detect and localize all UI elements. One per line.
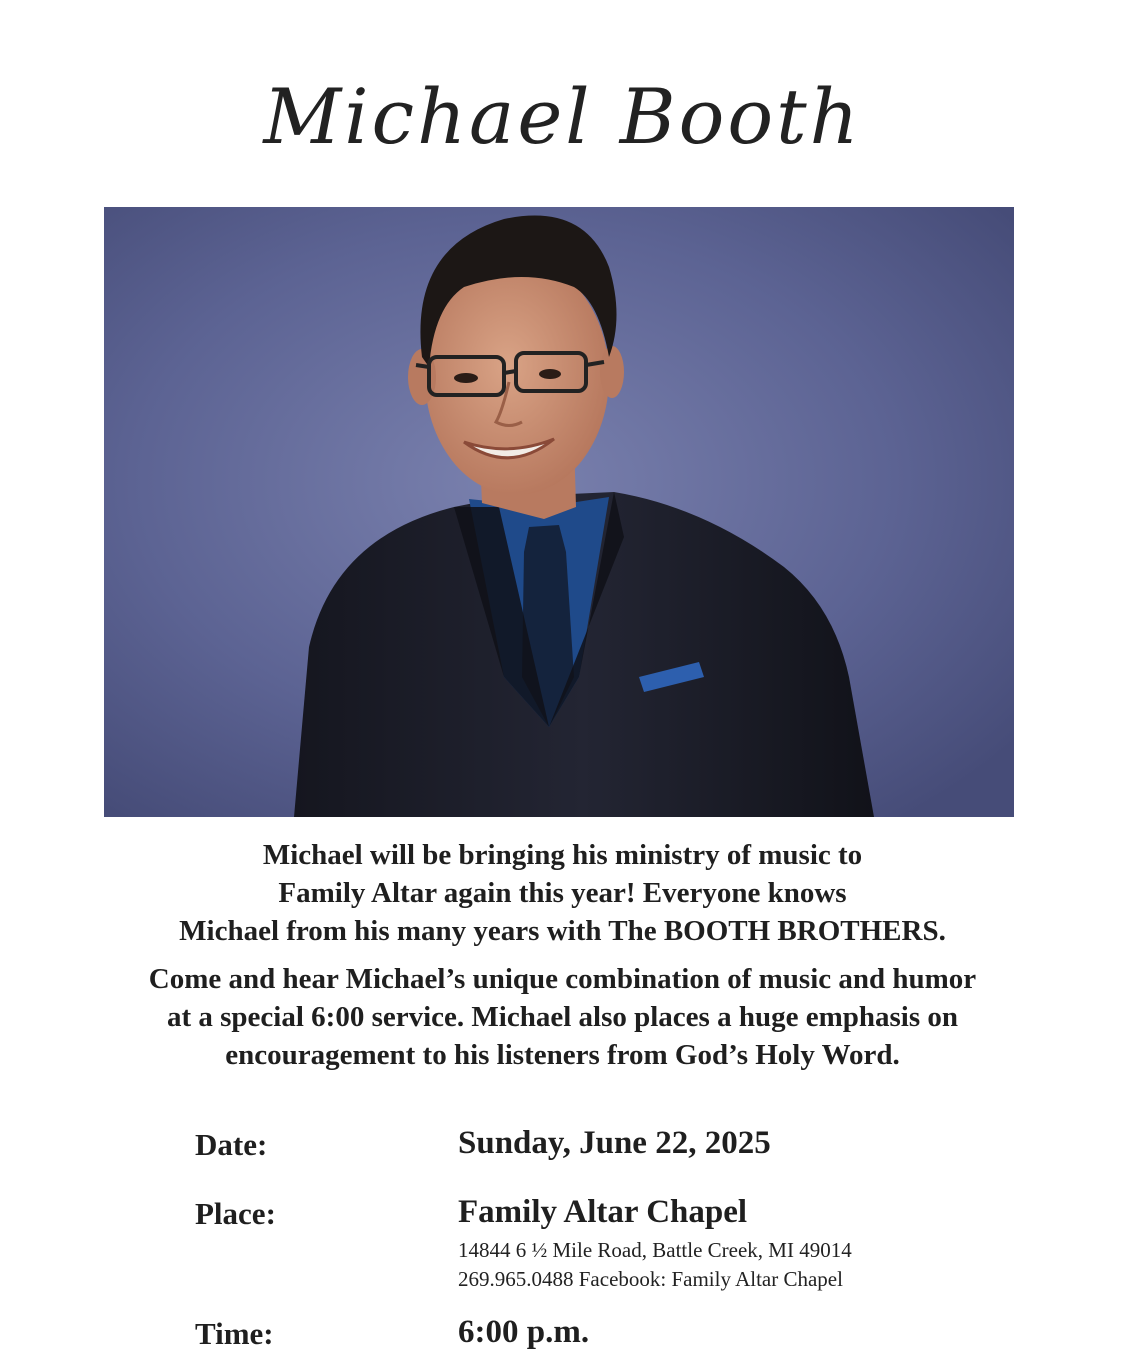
intro-line: Family Altar again this year! Everyone knows bbox=[278, 877, 847, 909]
intro-line: Michael from his many years with The BOOTH BROTHERS. bbox=[179, 915, 946, 947]
place-address: 14844 6 ½ Mile Road, Battle Creek, MI 49014 bbox=[458, 1238, 852, 1262]
date-label: Date: bbox=[195, 1127, 268, 1162]
intro-paragraph bbox=[60, 836, 1065, 950]
time-label: Time: bbox=[195, 1316, 274, 1351]
intro-line: Michael will be bringing his ministry of music to bbox=[262, 839, 863, 871]
place-contact: 269.965.0488 Facebook: Family Altar Chapel bbox=[458, 1267, 843, 1291]
place-label: Place: bbox=[195, 1196, 276, 1231]
portrait-illustration bbox=[104, 207, 1014, 817]
service-paragraph bbox=[60, 960, 1065, 1074]
place-value: Family Altar Chapel bbox=[458, 1194, 748, 1230]
portrait-photo bbox=[104, 207, 1014, 817]
service-line: encouragement to his listeners from God’s Holy Word. bbox=[225, 1039, 900, 1071]
flyer-title: Michael Booth bbox=[263, 72, 862, 161]
date-value: Sunday, June 22, 2025 bbox=[458, 1125, 771, 1161]
eye-right bbox=[539, 369, 561, 379]
time-value: 6:00 p.m. bbox=[458, 1314, 590, 1350]
eye-left bbox=[454, 373, 478, 383]
service-line: Come and hear Michael’s unique combination of music and humor bbox=[148, 963, 977, 995]
service-line: at a special 6:00 service. Michael also places a huge emphasis on bbox=[166, 1001, 958, 1033]
ear-right bbox=[600, 346, 624, 398]
